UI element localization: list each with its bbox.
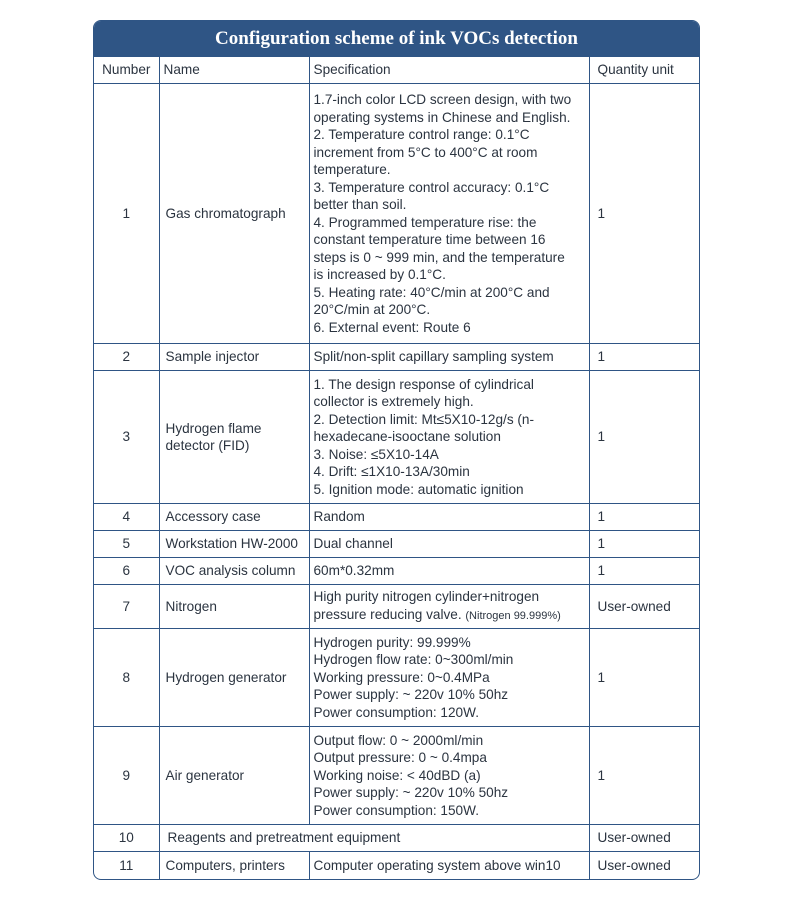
row-name-line: detector (FID) <box>165 438 250 453</box>
spec-line: 60m*0.32mm <box>313 563 395 579</box>
spec-line: Hydrogen purity: 99.999% <box>313 634 471 650</box>
row-name-line: Hydrogen generator <box>165 669 287 685</box>
row-specification <box>309 585 589 629</box>
row-specification <box>309 371 589 504</box>
spec-line: Working noise: < 40dBD (a) <box>313 767 481 783</box>
table-row <box>94 531 699 558</box>
row-name <box>159 852 309 879</box>
spec-line: steps is 0 ~ 999 min, and the temperature <box>313 249 565 265</box>
row-quantity: 1 <box>589 629 699 727</box>
table-row <box>94 852 699 879</box>
spec-line: Dual channel <box>313 536 393 552</box>
row-quantity: 1 <box>589 727 699 825</box>
spec-line: better than soil. <box>313 197 407 212</box>
table-row <box>94 825 699 852</box>
row-name <box>159 558 309 585</box>
row-specification <box>309 84 589 344</box>
row-number: 8 <box>94 629 159 727</box>
spec-line: Hydrogen flow rate: 0~300ml/min <box>313 652 514 668</box>
spec-line: operating systems in Chinese and English. <box>313 109 571 125</box>
table-row <box>94 727 699 825</box>
row-quantity: 1 <box>589 344 699 371</box>
spec-note: (Nitrogen 99.999%) <box>465 609 561 622</box>
row-number: 11 <box>94 852 159 879</box>
row-quantity: 1 <box>589 504 699 531</box>
row-number: 2 <box>94 344 159 371</box>
spec-line: hexadecane-isooctane solution <box>313 429 501 445</box>
header-number: Number <box>94 57 159 84</box>
spec-line: 4. Programmed temperature rise: the <box>313 214 537 230</box>
row-specification <box>309 504 589 531</box>
row-number: 1 <box>94 84 159 344</box>
row-name-line: Hydrogen flame <box>165 420 262 436</box>
row-name-line: Workstation HW-2000 <box>165 536 298 552</box>
spec-line: pressure reducing valve. <box>313 606 462 622</box>
row-specification <box>309 629 589 727</box>
spec-line: Power consumption: 150W. <box>313 802 479 818</box>
spec-line: is increased by 0.1°C. <box>313 267 446 282</box>
spec-line: 3. Temperature control accuracy: 0.1°C <box>313 179 550 195</box>
table-row <box>94 504 699 531</box>
row-number: 9 <box>94 727 159 825</box>
row-specification <box>309 558 589 585</box>
row-number: 3 <box>94 371 159 504</box>
table-row <box>94 344 699 371</box>
row-number: 7 <box>94 585 159 629</box>
row-quantity: 1 <box>589 84 699 344</box>
table-row <box>94 371 699 504</box>
row-number: 5 <box>94 531 159 558</box>
row-name <box>159 629 309 727</box>
spec-line: Working pressure: 0~0.4MPa <box>313 669 490 685</box>
row-name-line: VOC analysis column <box>165 563 296 579</box>
row-name <box>159 84 309 344</box>
row-name <box>159 344 309 371</box>
spec-line: 20°C/min at 200°C. <box>313 302 431 317</box>
spec-line: temperature. <box>313 162 391 177</box>
table-row <box>94 558 699 585</box>
spec-line: 2. Detection limit: Mt≤5X10-12g/s (n- <box>313 411 535 427</box>
spec-line: High purity nitrogen cylinder+nitrogen <box>313 589 540 604</box>
spec-line: constant temperature time between 16 <box>313 232 546 247</box>
spec-line: 6. External event: Route 6 <box>313 319 471 335</box>
table-title: Configuration scheme of ink VOCs detection <box>94 21 699 56</box>
row-specification <box>309 727 589 825</box>
spec-line: 1. The design response of cylindrical <box>313 376 534 392</box>
row-specification <box>309 344 589 371</box>
spec-line: Output pressure: 0 ~ 0.4mpa <box>313 750 487 766</box>
row-name-line: Sample injector <box>165 349 260 365</box>
row-name-line: Air generator <box>165 767 245 783</box>
row-name <box>159 727 309 825</box>
table-row <box>94 84 699 344</box>
config-table <box>94 56 699 879</box>
row-quantity: 1 <box>589 531 699 558</box>
spec-line: Random <box>313 509 365 525</box>
spec-line: Power supply: ~ 220v 10% 50hz <box>313 785 509 801</box>
row-name-line: Nitrogen <box>165 598 217 614</box>
row-name <box>159 504 309 531</box>
row-specification <box>309 531 589 558</box>
header-specification: Specification <box>309 57 589 84</box>
spec-line: 3. Noise: ≤5X10-14A <box>313 446 439 462</box>
spec-line: Output flow: 0 ~ 2000ml/min <box>313 732 484 748</box>
header-name: Name <box>159 57 309 84</box>
row-merged-name: Reagents and pretreatment equipment <box>159 825 589 852</box>
spec-line: 5. Heating rate: 40°C/min at 200°C and <box>313 284 550 300</box>
config-table-card <box>93 20 700 880</box>
spec-line: Computer operating system above win10 <box>313 857 561 873</box>
row-name <box>159 531 309 558</box>
header-row <box>94 57 699 84</box>
header-quantity: Quantity unit <box>589 57 699 84</box>
row-name-line: Computers, printers <box>165 857 285 873</box>
row-specification <box>309 852 589 879</box>
table-row <box>94 585 699 629</box>
row-quantity: User-owned <box>589 852 699 879</box>
row-name <box>159 371 309 504</box>
spec-line: 5. Ignition mode: automatic ignition <box>313 481 524 497</box>
row-number: 4 <box>94 504 159 531</box>
row-name-line: Accessory case <box>165 509 261 525</box>
row-quantity: 1 <box>589 558 699 585</box>
spec-line: Power supply: ~ 220v 10% 50hz <box>313 687 509 703</box>
row-name <box>159 585 309 629</box>
row-number: 10 <box>94 825 159 852</box>
spec-line: Power consumption: 120W. <box>313 704 479 720</box>
row-name-line: Gas chromatograph <box>165 205 286 221</box>
spec-line: 1.7-inch color LCD screen design, with two <box>313 92 572 107</box>
table-row <box>94 629 699 727</box>
row-number: 6 <box>94 558 159 585</box>
spec-line: 4. Drift: ≤1X10-13A/30min <box>313 464 470 480</box>
spec-line: increment from 5°C to 400°C at room <box>313 144 538 160</box>
row-quantity: User-owned <box>589 825 699 852</box>
spec-line: 2. Temperature control range: 0.1°C <box>313 127 530 142</box>
spec-line: collector is extremely high. <box>313 394 474 410</box>
row-quantity: 1 <box>589 371 699 504</box>
spec-line: Split/non-split capillary sampling system <box>313 349 554 365</box>
row-quantity: User-owned <box>589 585 699 629</box>
